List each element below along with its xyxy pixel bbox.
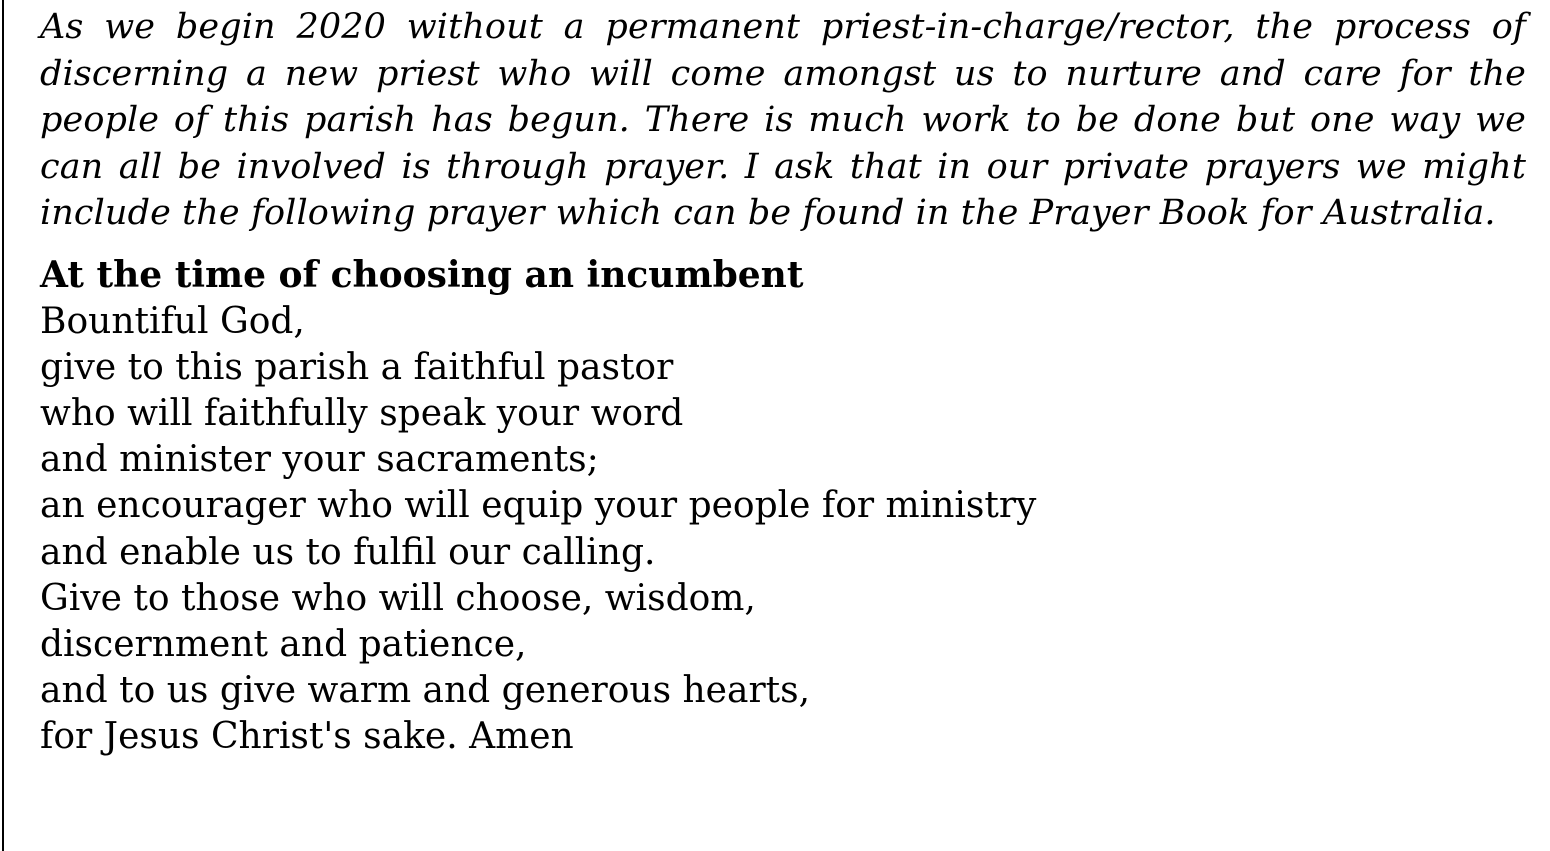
intro-paragraph: As we begin 2020 without a permanent priest-in-charge/rector, the process of discerning a new priest who will come amongst us to nurture and care for the people of this parish has begun. There is much work to be done but one way we can all be involved is through prayer. I ask that in our private prayers we might include the following prayer which can be found in the Prayer Book for Australia. bbox=[40, 7, 1526, 233]
document-body bbox=[40, 4, 1526, 761]
left-border-rule bbox=[2, 0, 4, 851]
prayer-line: an encourager who will equip your people for ministry bbox=[40, 485, 1037, 527]
prayer-line: give to this parish a faithful pastor bbox=[40, 346, 674, 388]
prayer-line: and enable us to fulfil our calling. bbox=[40, 531, 656, 573]
prayer-heading: At the time of choosing an incumbent bbox=[40, 253, 804, 296]
prayer-line: and minister your sacraments; bbox=[40, 439, 599, 481]
prayer-line: who will faithfully speak your word bbox=[40, 392, 684, 434]
prayer-text bbox=[40, 299, 1526, 761]
prayer-line: discernment and patience, bbox=[40, 623, 527, 665]
prayer-line: Bountiful God, bbox=[40, 300, 305, 342]
prayer-line: for Jesus Christ's sake. Amen bbox=[40, 716, 574, 758]
prayer-line: Give to those who will choose, wisdom, bbox=[40, 577, 756, 619]
prayer-line: and to us give warm and generous hearts, bbox=[40, 670, 811, 712]
